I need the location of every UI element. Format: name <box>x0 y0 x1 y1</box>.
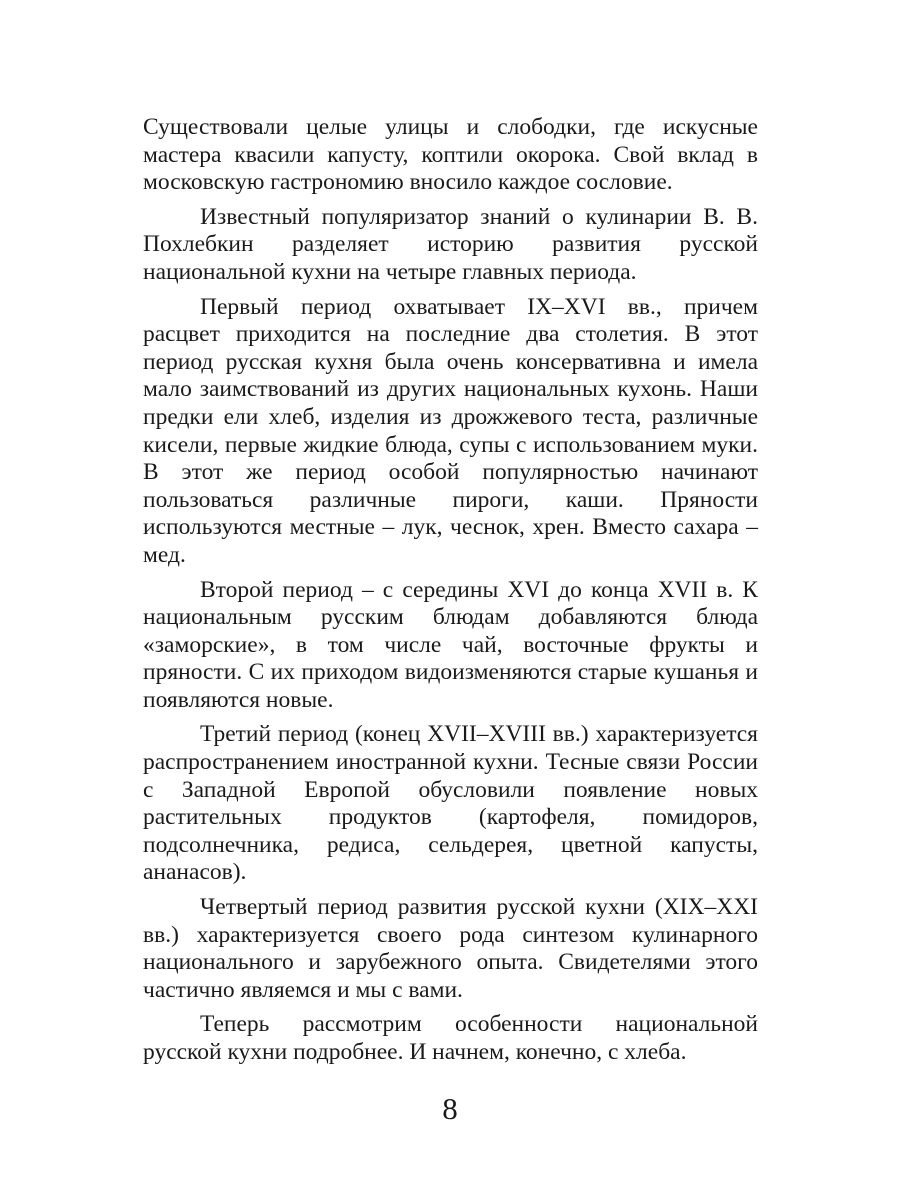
paragraph-2: Известный популяризатор знаний о кулинарии В. В. Похлебкин разделяет историю развития русской национальной кухни на четыре главных периода. <box>143 203 758 285</box>
body-text <box>143 114 758 1074</box>
paragraph-7: Теперь рассмотрим особенности национальной русской кухни подробнее. И начнем, конечно, с хлеба. <box>143 1011 758 1065</box>
page-number: 8 <box>442 1091 458 1126</box>
paragraph-4: Второй период – с середины XVI до конца XVII в. К национальным русским блюдам добавляются блюда «заморские», в том числе чай, восточные фрукты и пряности. С их приходом видоизменяются старые кушанья и появляются новые. <box>143 576 758 713</box>
paragraph-5: Третий период (конец XVII–XVIII вв.) характеризуется распространением иностранной кухни. Тесные связи России с Западной Европой обусловили появление новых растительных продуктов (картофеля, помидоров, подсолнечника, редиса, сельдерея, цветной капусты, ананасов). <box>143 721 758 886</box>
paragraph-6: Четвертый период развития русской кухни (XIX–XXI вв.) характеризуется своего рода синтезом кулинарного национального и зарубежного опыта. Свидетелями этого частично являемся и мы с вами. <box>143 894 758 1003</box>
paragraph-3: Первый период охватывает IX–XVI вв., причем расцвет приходится на последние два столетия. В этот период русская кухня была очень консервативна и имела мало заимствований из других национальных кухонь. Наши предки ели хлеб, изделия из дрожжевого теста, различные кисели, первые жидкие блюда, супы с использованием муки. В этот же период особой популярностью начинают пользоваться различные пироги, каши. Пряности используются местные – лук, чеснок, хрен. Вместо сахара – мед. <box>143 293 758 568</box>
paragraph-1: Существовали целые улицы и слободки, где искусные мастера квасили капусту, коптили окорока. Свой вклад в московскую гастрономию вносило каждое сословие. <box>143 114 758 196</box>
